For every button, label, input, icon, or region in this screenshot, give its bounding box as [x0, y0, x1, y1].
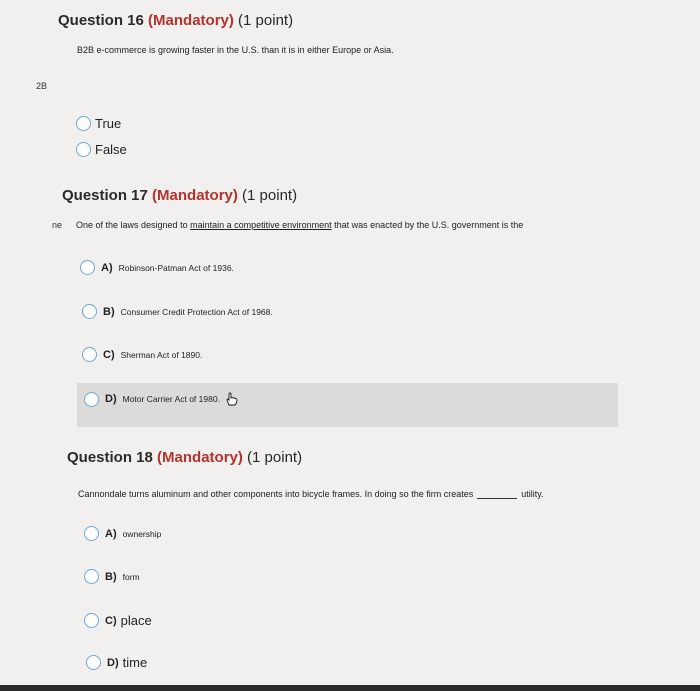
option-c[interactable]	[82, 347, 202, 362]
question-17-title	[62, 187, 297, 204]
question-16-text: B2B e-commerce is growing faster in the U.S. than it is in either Europe or Asia.	[77, 45, 394, 55]
option-false[interactable]	[76, 142, 127, 157]
radio-button[interactable]	[82, 304, 97, 319]
option-letter: A)	[105, 527, 117, 540]
mandatory-label: (Mandatory)	[157, 449, 243, 466]
question-18-title	[67, 449, 302, 466]
question-number: Question 16	[58, 12, 144, 29]
option-true[interactable]	[76, 116, 121, 131]
option-label: Sherman Act of 1890.	[120, 349, 203, 360]
option-label: False	[95, 142, 127, 157]
hand-cursor-icon	[224, 391, 240, 407]
option-letter: C)	[105, 614, 117, 627]
radio-button[interactable]	[84, 569, 99, 584]
points-label: (1 point)	[238, 12, 294, 29]
radio-button[interactable]	[84, 613, 99, 628]
screen-bottom-edge	[0, 685, 700, 691]
answer-blank	[477, 498, 517, 499]
radio-button[interactable]	[82, 347, 97, 362]
option-label: form	[122, 571, 140, 582]
points-label: (1 point)	[242, 187, 298, 204]
option-label: True	[95, 116, 122, 131]
question-16-title	[58, 12, 293, 29]
option-letter: C)	[103, 348, 115, 361]
question-number: Question 18	[67, 449, 153, 466]
question-text-link: maintain a competitive environment	[190, 220, 332, 230]
option-d[interactable]	[86, 655, 147, 670]
option-label: ownership	[122, 528, 162, 539]
option-label: place	[120, 613, 152, 628]
option-letter: A)	[101, 261, 113, 274]
option-label: Robinson-Patman Act of 1936.	[118, 262, 234, 273]
radio-button[interactable]	[76, 142, 91, 157]
option-a[interactable]	[80, 260, 234, 275]
option-letter: D)	[107, 656, 119, 669]
question-18-text	[78, 489, 544, 499]
option-letter: D)	[105, 393, 117, 405]
option-b[interactable]	[84, 569, 140, 584]
option-c[interactable]	[84, 613, 152, 628]
option-label: time	[122, 655, 148, 670]
side-label: ne	[52, 220, 63, 230]
mandatory-label: (Mandatory)	[152, 187, 238, 204]
option-d[interactable]	[84, 391, 240, 407]
radio-button[interactable]	[84, 392, 99, 407]
radio-button[interactable]	[76, 116, 91, 131]
option-label: Motor Carrier Act of 1980.	[122, 394, 220, 404]
option-letter: B)	[103, 305, 115, 318]
side-label: 2B	[36, 81, 48, 91]
question-text-end: that was enacted by the U.S. government is the	[331, 220, 524, 230]
question-text-end: utility.	[521, 489, 544, 499]
mandatory-label: (Mandatory)	[148, 12, 234, 29]
option-label: Consumer Credit Protection Act of 1968.	[120, 306, 273, 317]
question-17-text	[76, 220, 523, 230]
option-b[interactable]	[82, 304, 273, 319]
radio-button[interactable]	[86, 655, 101, 670]
points-label: (1 point)	[247, 449, 303, 466]
question-number: Question 17	[62, 187, 148, 204]
question-text-start: One of the laws designed to	[76, 220, 191, 230]
radio-button[interactable]	[80, 260, 95, 275]
radio-button[interactable]	[84, 526, 99, 541]
question-text-start: Cannondale turns aluminum and other components into bicycle frames. In doing so the firm creates	[78, 489, 474, 499]
option-letter: B)	[105, 570, 117, 583]
option-a[interactable]	[84, 526, 161, 541]
